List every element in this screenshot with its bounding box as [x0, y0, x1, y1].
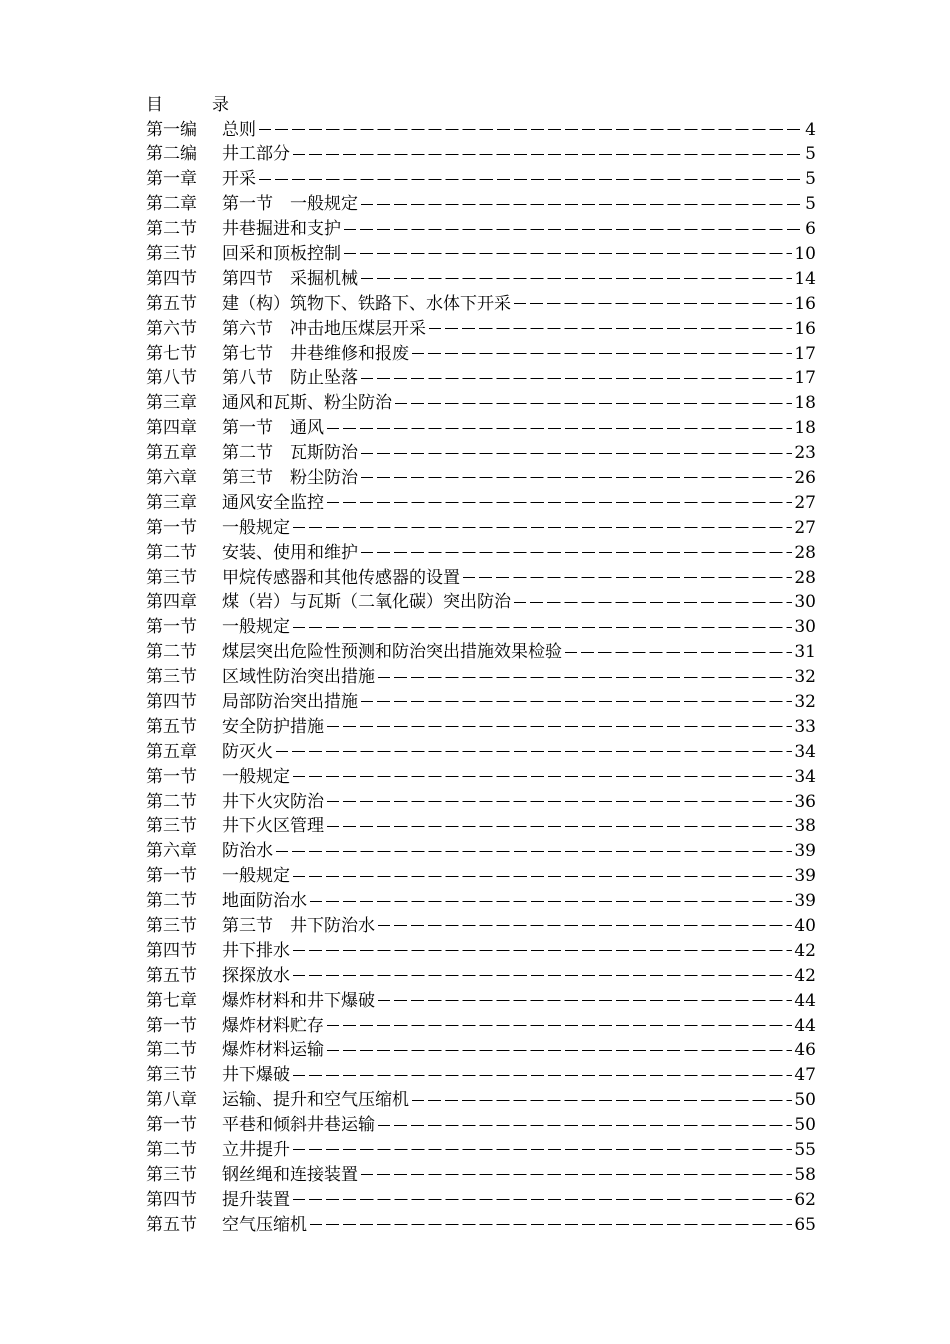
toc-entry-title: 提升装置 — [222, 1189, 290, 1210]
toc-entry-title: 井下爆破 — [222, 1065, 290, 1086]
toc-entry-title: 空气压缩机 — [222, 1214, 307, 1235]
toc-entry-page: 16 — [794, 318, 816, 339]
toc-entry-page: 6 — [805, 219, 816, 240]
toc-entry[interactable] — [146, 142, 816, 167]
toc-entry-number: 第一章 — [146, 169, 197, 190]
toc-entry-leader — [259, 129, 803, 131]
toc-entry-number: 第二节 — [146, 642, 197, 663]
toc-entry-number: 第四节 — [146, 691, 197, 712]
toc-entry[interactable] — [146, 839, 816, 864]
toc-entry[interactable] — [146, 217, 816, 242]
toc-entry-title: 防治水 — [222, 841, 273, 862]
toc-entry-page: 46 — [794, 1040, 816, 1061]
toc-entry-leader — [344, 229, 803, 231]
toc-entry-leader — [463, 577, 792, 579]
toc-entry-title: 开采 — [222, 169, 256, 190]
toc-entry-page: 18 — [794, 418, 816, 439]
toc-entry-title: 局部防治突出措施 — [222, 691, 358, 712]
toc-entry-leader — [327, 726, 792, 728]
toc-entry-leader — [327, 801, 792, 803]
toc-entry-page: 28 — [794, 542, 816, 563]
toc-entry-number: 第一节 — [146, 766, 197, 787]
toc-entry-page: 58 — [794, 1164, 816, 1185]
toc-entry-page: 30 — [794, 617, 816, 638]
toc-entry-page: 55 — [794, 1140, 816, 1161]
toc-heading-left: 目 — [146, 95, 163, 115]
toc-entry-title: 第七节 井巷维修和报废 — [222, 343, 409, 364]
toc-entry-leader — [378, 1000, 792, 1002]
toc-entry-title: 一般规定 — [222, 766, 290, 787]
toc-entry[interactable] — [146, 1138, 816, 1163]
toc-entry-title: 第六节 冲击地压煤层开采 — [222, 318, 426, 339]
toc-entry[interactable] — [146, 740, 816, 765]
toc-entry-number: 第一编 — [146, 119, 197, 140]
toc-entry-leader — [310, 1224, 792, 1226]
toc-entry-number: 第三章 — [146, 393, 197, 414]
toc-entry-page: 44 — [794, 990, 816, 1011]
toc-entry-page: 39 — [794, 866, 816, 887]
toc-entry-leader — [361, 552, 792, 554]
toc-entry-number: 第五节 — [146, 293, 197, 314]
toc-entry-leader — [276, 851, 792, 853]
toc-entry-title: 第三节 粉尘防治 — [222, 467, 358, 488]
toc-entry-title: 井工部分 — [222, 144, 290, 165]
toc-entry[interactable] — [146, 267, 816, 292]
toc-entry[interactable] — [146, 615, 816, 640]
toc-entry-title: 第一节 一般规定 — [222, 194, 358, 215]
toc-entry-leader — [361, 278, 792, 280]
toc-entry-leader — [412, 353, 792, 355]
toc-entry-page: 34 — [794, 741, 816, 762]
toc-entry-page: 39 — [794, 841, 816, 862]
toc-entry-leader — [293, 1199, 792, 1201]
toc-entry-page: 62 — [794, 1189, 816, 1210]
toc-entry-title: 通风和瓦斯、粉尘防治 — [222, 393, 392, 414]
toc-entry-leader — [412, 1100, 792, 1102]
toc-entry[interactable] — [146, 566, 816, 591]
toc-entry-leader — [327, 502, 792, 504]
toc-entry-page: 47 — [794, 1065, 816, 1086]
toc-entry-page: 50 — [794, 1115, 816, 1136]
toc-entry-page: 32 — [794, 667, 816, 688]
toc-entry-title: 总则 — [222, 119, 256, 140]
toc-entry[interactable] — [146, 715, 816, 740]
toc-entry[interactable] — [146, 690, 816, 715]
toc-entry-page: 40 — [794, 916, 816, 936]
toc-entry-number: 第五章 — [146, 741, 197, 762]
toc-entry-leader — [293, 975, 792, 977]
toc-entry-leader — [429, 328, 792, 330]
toc-entry-page: 10 — [794, 243, 816, 264]
toc-entry-number: 第二节 — [146, 542, 197, 563]
toc-entry-number: 第四章 — [146, 592, 197, 613]
toc-entry-leader — [293, 1075, 792, 1077]
toc-entry-title: 第二节 瓦斯防治 — [222, 443, 358, 464]
toc-entry-title: 井巷掘进和支护 — [222, 219, 341, 240]
toc-entry-page: 23 — [794, 443, 816, 464]
toc-entry-title: 第四节 采掘机械 — [222, 268, 358, 289]
toc-entry-leader — [293, 154, 803, 156]
toc-entry-number: 第四章 — [146, 418, 197, 439]
toc-entry-leader — [293, 950, 792, 952]
toc-entry-title: 安装、使用和维护 — [222, 542, 358, 563]
toc-entry-title: 井下火区管理 — [222, 816, 324, 837]
toc-entry-number: 第八章 — [146, 1090, 197, 1111]
toc-entry-leader — [276, 751, 792, 753]
toc-entry[interactable] — [146, 491, 816, 516]
toc-entry-page: 5 — [805, 194, 816, 215]
toc-entry-page: 17 — [794, 343, 816, 364]
toc-entry[interactable] — [146, 814, 816, 839]
toc-entry-leader — [293, 627, 792, 629]
toc-entry-list — [146, 118, 816, 1238]
toc-entry-leader — [361, 204, 803, 206]
toc-entry[interactable] — [146, 1088, 816, 1113]
toc-entry-leader — [327, 826, 792, 828]
toc-entry-page: 42 — [794, 940, 816, 961]
toc-entry-number: 第四节 — [146, 268, 197, 289]
toc-entry[interactable] — [146, 765, 816, 790]
toc-entry-leader — [361, 701, 792, 703]
toc-entry-page: 16 — [794, 293, 816, 314]
toc-entry-page: 27 — [794, 492, 816, 513]
toc-entry[interactable] — [146, 1113, 816, 1138]
toc-entry-page: 17 — [794, 368, 816, 389]
toc-entry-title: 井下火灾防治 — [222, 791, 324, 812]
toc-entry-number: 第三节 — [146, 1065, 197, 1086]
toc-entry-title: 第三节 井下防治水 — [222, 916, 375, 936]
toc-entry-leader — [378, 677, 792, 679]
toc-entry-number: 第六章 — [146, 467, 197, 488]
toc-entry-page: 38 — [794, 816, 816, 837]
toc-entry[interactable] — [146, 590, 816, 615]
toc-entry[interactable] — [146, 516, 816, 541]
toc-entry-title: 一般规定 — [222, 866, 290, 887]
toc-entry-page: 26 — [794, 467, 816, 488]
toc-entry[interactable] — [146, 441, 816, 466]
toc-entry-leader — [361, 453, 792, 455]
toc-entry-title: 煤层突出危险性预测和防治突出措施效果检验 — [222, 642, 562, 663]
toc-entry-leader — [310, 901, 792, 903]
toc-entry-leader — [327, 428, 792, 430]
toc-entry-page: 31 — [794, 642, 816, 663]
toc-entry-title: 钢丝绳和连接装置 — [222, 1164, 358, 1185]
toc-entry-page: 5 — [805, 144, 816, 165]
toc-entry-page: 36 — [794, 791, 816, 812]
toc-entry[interactable] — [146, 541, 816, 566]
toc-entry[interactable] — [146, 118, 816, 143]
toc-entry[interactable] — [146, 1163, 816, 1188]
toc-entry-number: 第八节 — [146, 368, 197, 389]
toc-entry[interactable] — [146, 366, 816, 391]
toc-entry-title: 一般规定 — [222, 617, 290, 638]
toc-entry-number: 第三节 — [146, 243, 197, 264]
toc-entry-title: 通风安全监控 — [222, 492, 324, 513]
toc-entry-page: 28 — [794, 567, 816, 588]
toc-entry-title: 探探放水 — [222, 965, 290, 986]
toc-entry[interactable] — [146, 989, 816, 1014]
toc-entry-page: 50 — [794, 1090, 816, 1111]
toc-entry[interactable] — [146, 466, 816, 491]
toc-entry-number: 第五节 — [146, 716, 197, 737]
toc-entry-leader — [361, 1174, 792, 1176]
toc-entry-title: 井下排水 — [222, 940, 290, 961]
toc-entry-title: 安全防护措施 — [222, 716, 324, 737]
toc-entry[interactable] — [146, 192, 816, 217]
toc-entry-title: 爆炸材料运输 — [222, 1040, 324, 1061]
toc-entry-title: 运输、提升和空气压缩机 — [222, 1090, 409, 1111]
toc-entry-page: 65 — [794, 1214, 816, 1235]
toc-entry[interactable] — [146, 964, 816, 989]
toc-entry-title: 立井提升 — [222, 1140, 290, 1161]
toc-entry-leader — [378, 1125, 792, 1127]
toc-entry[interactable] — [146, 416, 816, 441]
toc-entry-number: 第三节 — [146, 916, 197, 936]
toc-entry-leader — [361, 477, 792, 479]
toc-entry-number: 第一节 — [146, 866, 197, 887]
toc-entry-number: 第二节 — [146, 1140, 197, 1161]
toc-entry-number: 第二章 — [146, 194, 197, 215]
toc-entry-page: 34 — [794, 766, 816, 787]
toc-entry-leader — [514, 303, 792, 305]
toc-entry-page: 4 — [805, 119, 816, 140]
toc-entry[interactable] — [146, 317, 816, 342]
toc-entry-leader — [565, 652, 792, 654]
toc-entry-leader — [395, 403, 792, 405]
toc-entry-leader — [293, 527, 792, 529]
toc-entry-leader — [361, 378, 792, 380]
toc-entry-number: 第一节 — [146, 1115, 197, 1136]
toc-entry-number: 第一节 — [146, 1015, 197, 1036]
toc-entry-title: 第八节 防止坠落 — [222, 368, 358, 389]
toc-entry-number: 第六节 — [146, 318, 197, 339]
toc-entry-leader — [259, 179, 803, 181]
toc-entry[interactable] — [146, 1014, 816, 1039]
toc-entry-title: 一般规定 — [222, 517, 290, 538]
toc-entry[interactable] — [146, 242, 816, 267]
toc-entry-number: 第二编 — [146, 144, 197, 165]
toc-entry-page: 39 — [794, 891, 816, 912]
toc-entry-number: 第二节 — [146, 791, 197, 812]
toc-entry-title: 防灭火 — [222, 741, 273, 762]
toc-entry-leader — [293, 1149, 792, 1151]
toc-entry-page: 18 — [794, 393, 816, 414]
toc-entry-number: 第三节 — [146, 567, 197, 588]
toc-entry-title: 建（构）筑物下、铁路下、水体下开采 — [222, 293, 511, 314]
toc-entry-number: 第三节 — [146, 667, 197, 688]
toc-entry-title: 区域性防治突出措施 — [222, 667, 375, 688]
toc-entry[interactable] — [146, 167, 816, 192]
toc-entry-leader — [327, 1050, 792, 1052]
toc-entry-number: 第四节 — [146, 940, 197, 961]
toc-entry-leader — [514, 602, 792, 604]
toc-entry[interactable] — [146, 665, 816, 690]
toc-entry-number: 第一节 — [146, 517, 197, 538]
toc-entry-page: 27 — [794, 517, 816, 538]
toc-entry[interactable] — [146, 1063, 816, 1088]
toc-entry-number: 第二节 — [146, 219, 197, 240]
toc-heading — [146, 93, 816, 118]
toc-entry[interactable] — [146, 864, 816, 889]
toc-entry-page: 32 — [794, 691, 816, 712]
toc-entry-leader — [293, 776, 792, 778]
toc-entry-leader — [344, 253, 792, 255]
toc-entry-leader — [327, 1025, 792, 1027]
toc-entry-page: 30 — [794, 592, 816, 613]
toc-entry-number: 第五节 — [146, 965, 197, 986]
toc-entry-title: 平巷和倾斜井巷运输 — [222, 1115, 375, 1136]
toc-entry[interactable] — [146, 914, 816, 939]
toc-entry-title: 地面防治水 — [222, 891, 307, 912]
toc-entry[interactable] — [146, 1213, 816, 1238]
toc-entry-page: 14 — [794, 268, 816, 289]
toc-entry-leader — [293, 876, 792, 878]
toc-entry-page: 5 — [805, 169, 816, 190]
toc-entry-number: 第四节 — [146, 1189, 197, 1210]
toc-entry-title: 第一节 通风 — [222, 418, 324, 439]
toc-entry[interactable] — [146, 292, 816, 317]
toc-entry-number: 第三章 — [146, 492, 197, 513]
toc-entry-number: 第三节 — [146, 816, 197, 837]
toc-entry[interactable] — [146, 1038, 816, 1063]
toc-entry-number: 第三节 — [146, 1164, 197, 1185]
toc-entry-number: 第五章 — [146, 443, 197, 464]
toc-entry-title: 爆炸材料和井下爆破 — [222, 990, 375, 1011]
toc-entry-number: 第七节 — [146, 343, 197, 364]
toc-entry[interactable] — [146, 889, 816, 914]
toc-entry[interactable] — [146, 640, 816, 665]
toc-entry-page: 44 — [794, 1015, 816, 1036]
toc-entry-page: 42 — [794, 965, 816, 986]
toc-entry-number: 第七章 — [146, 990, 197, 1011]
toc-entry-number: 第一节 — [146, 617, 197, 638]
toc-entry[interactable] — [146, 391, 816, 416]
toc-entry[interactable] — [146, 939, 816, 964]
toc-entry-title: 回采和顶板控制 — [222, 243, 341, 264]
table-of-contents — [146, 93, 816, 1238]
toc-entry[interactable] — [146, 342, 816, 367]
toc-entry-number: 第六章 — [146, 841, 197, 862]
toc-entry-title: 甲烷传感器和其他传感器的设置 — [222, 567, 460, 588]
toc-entry[interactable] — [146, 790, 816, 815]
toc-entry-title: 爆炸材料贮存 — [222, 1015, 324, 1036]
toc-entry-number: 第五节 — [146, 1214, 197, 1235]
toc-entry-title: 煤（岩）与瓦斯（二氧化碳）突出防治 — [222, 592, 511, 613]
toc-entry-number: 第二节 — [146, 1040, 197, 1061]
toc-entry-leader — [378, 925, 792, 927]
toc-entry-number: 第二节 — [146, 891, 197, 912]
toc-heading-right: 录 — [212, 95, 229, 115]
toc-entry[interactable] — [146, 1188, 816, 1213]
toc-entry-page: 33 — [794, 716, 816, 737]
